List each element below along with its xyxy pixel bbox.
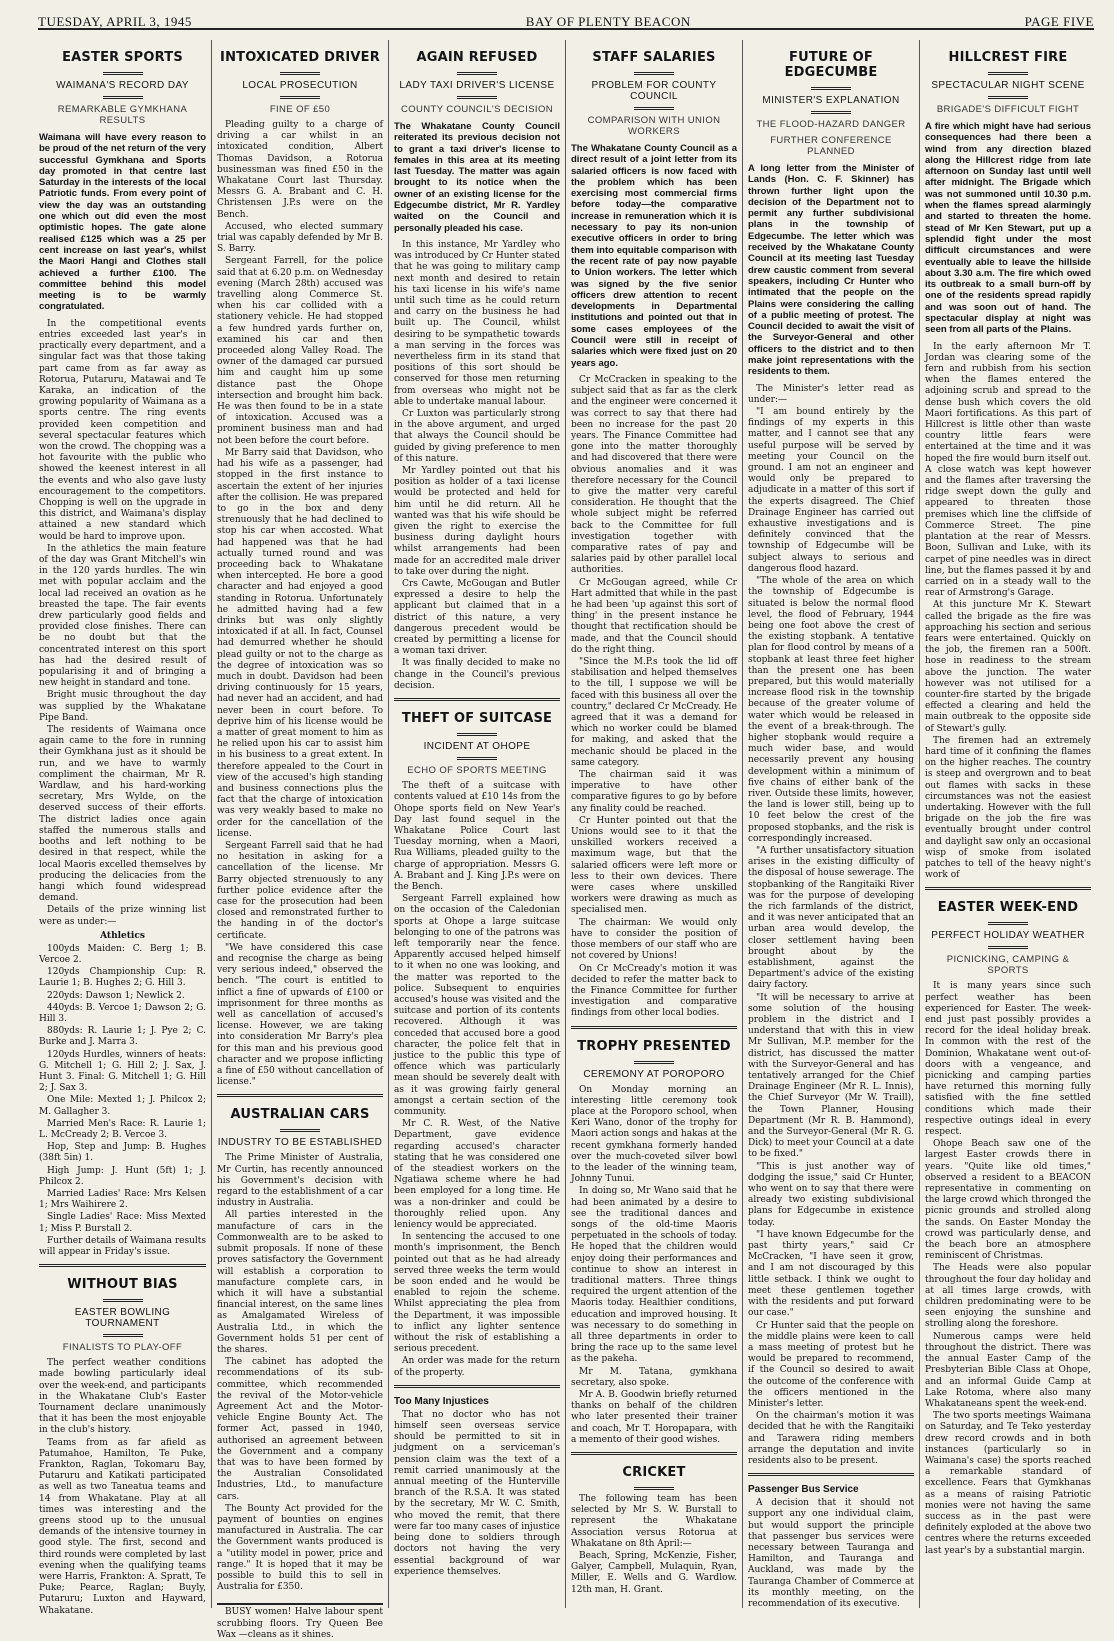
article-headline: FUTURE OF EDGECUMBE [784, 50, 878, 80]
article-paragraph: The chairman: We would only have to consider the position of those members of our staff who are not covered by Unions! [571, 917, 737, 962]
article-paragraph: In the competitional events entries exceeded last year's in practically every department, and a singular fact was that those taking part came from as far away as Rotorua, Putaruru, Matawai and Te Karaka, an indication of the growing popularity of Waimana as a sports centre. The ring events provided keen competition and several spectacular features which won the crowd. The chopping was a hot favourite with the public who showed the keenest interest in all the events and who also gave lusty encouragement to the competitors. Chopping is well on the upgrade in this district, and Waimana's display attained a new standard which would be hard to improve upon. [39, 318, 206, 542]
result-line: Single Ladies' Race: Miss Mexted 1; Miss P. Burstall 2. [39, 1212, 206, 1234]
article-paragraph: The perfect weather conditions made bowling particularly ideal over the week-end, and participants in the Whakatane Club's Easter Tournament declare unanimously that it has been the most enjoyable in the club's history. [39, 1358, 206, 1436]
article-paragraph: An order was made for the return of the property. [394, 1356, 560, 1378]
article-paragraph: Sergeant Farrell said that he had no hesitation in asking for a cancellation of the license. Mr Barry objected strenuously to any further police evidence after the case for the prosecution had been closed and remonstrated further to the handing in of the doctor's certificate. [217, 841, 383, 941]
article-paragraph: "I am bound entirely by the findings of my experts in this matter, and I cannot see that any useful purpose will be served by meeting your Council on the ground. I am not an engineer and would only be prepared to adjudicate in a matter of this sort if the experts disagreed. The Chief Drainage Engineer has carried out exhaustive investigations and is definitely convinced that the township of Edgecumbe will be subject always to serious and dangerous flood hazard. [748, 407, 914, 574]
article-paragraph: The Prime Minister of Australia, Mr Curtin, has recently announced his Government's decision with regard to the establishment of a car industry in Australia. [217, 1153, 383, 1209]
article-paragraph: In the athletics the main feature of the day was Grant Mitchell's win in the 120 yards hurdles. The win met with popular acclaim and the local lad received an ovation as he breasted the tape. The fair events drew particularly good fields and provided close finishes. There can be no doubt but that the concentrated interest on this sport has had the desired result of popularising it and of bringing a new height in standard and tone. [39, 543, 206, 689]
headline-rule [634, 1061, 674, 1064]
article-headline: WITHOUT BIAS [67, 1277, 178, 1293]
subhead-rule [988, 96, 1028, 99]
article-subheading: THE FLOOD-HAZARD DANGER [756, 119, 906, 130]
article-lead: A fire which might have had serious consequences had there been a wind from any direction blazed along the Hillcrest ridge from late afternoon on Sunday last until well after midnight. The Brigade which was not summoned until 10.30 p.m. when the flames spread alarmingly and started to threaten the home. stead of Mr Ken Stewart, put up a splendid fight under the most difficult circumstances and were eventually able to leave the hillside about 3.30 a.m. The fire which owed its outbreak to a small burn-off by one of the residents spread rapidly and was soon out of hand. The spectacular display at night was seen from all parts of the Plains. [925, 121, 1091, 336]
subhead-rule [634, 107, 674, 110]
headline-rule [988, 922, 1028, 925]
article-subheading: FURTHER CONFERENCE PLANNED [770, 135, 892, 157]
article-paragraph: Beach, Spring, McKenzie, Fisher, Galyer, Campbell, Mulaquin, Ryan, Miller, E. Wells and G. Wardlow. 12th man, H. Grant. [571, 1551, 737, 1595]
article-paragraph: "We have considered this case and recognise the charge as being very serious indeed," observed the bench. "The court is entitled to inflict a fine of upwards of £100 or imprisonment for three months as well as cancellation of accused's license. However, we are taking into consideration Mr Barry's plea for this man and his previous good character and we propose inflicting a fine of £50 without cancellation of license." [217, 942, 383, 1088]
article [571, 40, 737, 1020]
article-subheading: INCIDENT AT OHOPE [423, 741, 531, 753]
article-paragraph: All parties interested in the manufacture of cars in the Commonwealth are to be asked to submit proposals. If none of these proves satisfactory the Government will establish a corporation to manufacture complete cars, in which it will have a substantial financial interest, on the same lines as Amalgamated Wireless of Australia Ltd., in which the Government holds 51 per cent of the shares. [217, 1210, 383, 1355]
result-line: 100yds Maiden: C. Berg 1; B. Vercoe 2. [39, 943, 206, 965]
article [394, 1385, 560, 1578]
subhead-rule [457, 757, 497, 760]
article-paragraph: The firemen had an extremely hard time of it confining the flames on the higher reaches. The country is steep and overgrown and to beat out flames with sacks in these circumstances was not the easiest undertaking. However with the full brigade on the job the fire was eventually brought under control and daylight saw only an occasional wisp of smoke from isolated patches to tell of the heavy night's work of [925, 735, 1091, 881]
article-paragraph: Mr M. Tatana, gymkhana secretary, also spoke. [571, 1366, 737, 1388]
article-paragraph: Ohope Beach saw one of the largest Easter crowds there in years. "Quite like old times," observed a resident to a BEACON representative in commenting on the large crowd which thronged the picnic grounds and strolled along the sands. On Easter Monday the crowd was particularly dense, and the beach bore an atmosphere reminiscent of Christmas. [925, 1139, 1091, 1262]
column-2 [211, 40, 388, 1640]
article-subheading: INDUSTRY TO BE ESTABLISHED [217, 1137, 383, 1149]
article-subheading: WAIMANA'S RECORD DAY [56, 80, 189, 91]
result-line: Further details of Waimana results will appear in Friday's issue. [39, 1235, 206, 1257]
article-subheading: CEREMONY AT POROPORO [583, 1068, 725, 1080]
article-lead: The Whakatane County Council reiterated its previous decision not to grant a taxi driver's license to females in this area at its meeting last Tuesday. The matter was again brought to its notice when the owner of an existing license for the Edgecumbe district, Mr R. Yardley waited on the Council and personally pleaded his case. [394, 121, 560, 234]
headline-rule [280, 72, 320, 75]
masthead [38, 6, 1094, 30]
article-subheading: LOCAL PROSECUTION [242, 80, 358, 91]
results-heading: Athletics [100, 930, 145, 941]
article-paragraph: Crs Cawte, McGougan and Butler expressed a desire to help the applicant but claimed that in a district of this nature, a very dangerous precedent would be created by permitting a license for a woman taxi driver. [394, 579, 560, 657]
article-lead: Waimana will have every reason to be proud of the net return of the very successful Gymkhana and Sports day promoted in that centre last Saturday in the interests of the local Patriotic funds. From every point of view the day was an outstanding one which out did even the most optimistic hopes. The gate alone realised £125 which was a 25 per cent increase on last year's, whilst the Maori Hangi and Clothes stall achieved a further £100. The committee behind this model meeting is to be warmly congratulated. [39, 132, 206, 313]
article-paragraph: The cabinet has adopted the recommendations of its sub-committee, which recommended the revival of the Motor-vehicle Agreement Act and the Motor-vehicle Engine Bounty Act. The former Act, passed in 1940, authorised an agreement between the Government and a company that was to have been formed by the Australian Consolidated Industries, Ltd., to manufacture cars. [217, 1357, 383, 1502]
article-headline: AGAIN REFUSED [416, 50, 538, 65]
article-paragraph: On the chairman's motion it was decided that he with the Rangitaiki and Tarawera riding members arrange the deputation and invite residents also to be present. [748, 1411, 914, 1466]
article-paragraph: Cr Hunter said that the people on the middle plains were keen to call a mass meeting of protest but he would be prepared to recommend, if the Council so desired to await the outcome of the conference with the officers mentioned in the Minister's letter. [748, 1320, 914, 1409]
article-paragraph: It was finally decided to make no change in the Council's previous decision. [394, 658, 560, 691]
headline-rule [634, 72, 674, 75]
article-paragraph: Mr A. B. Goodwin briefly returned thanks on behalf of the children who later presented their trainer and coach, Mr T. Horopapara, with a memento of their good wishes. [571, 1390, 737, 1445]
article-paragraph: In the early afternoon Mr T. Jordan was clearing some of the fern and rubbish from his section when the flames entered the adjoining scrub and spread to the dense bush which covers the old Maori fortifications. As this part of Hillcrest is little other than waste country little fears were entertained at the time and it was hoped the fire would burn itself out. A close watch was kept however and the flames after traversing the ridge swept down the gully and appeared to threaten those premises which line the cliffside of Commerce Street. The pine plantation at the rear of Messrs. Boon, Sullivan and Luke, with its carpet of pine needles was in direct line, but the flames passed it by and carried on in a steady wall to the rear of Armstrong's Garage. [925, 341, 1091, 599]
article-paragraph: Sergeant Farrell explained how on the occasion of the Caledonian sports at Ohope a large suitcase belonging to one of the patrons was left temporarily near the fence. Apparently accused helped himself to it when no one was looking, and the matter was reported to the police. Subsequent to enquiries accused's house was visited and the suitcase and portion of its contents recovered. Although it was conceded that accused bore a good character, the police felt that in justice to the public this type of offence which was particularly mean should be severely dealt with as it was growing fairly general amongst a certain section of the community. [394, 894, 560, 1117]
article-subheading: REMARKABLE GYMKHANA RESULTS [57, 104, 188, 126]
result-line: One Mile: Mexted 1; J. Philcox 2; M. Gallagher 3. [39, 1095, 206, 1117]
result-line: 220yds: Dawson 1; Newlick 2. [47, 990, 185, 1001]
article-headline: EASTER WEEK-END [937, 900, 1079, 916]
article-paragraph: Accused, who elected summary trial was capably defended by Mr B. S. Barry. [217, 221, 383, 255]
article-subheading: PICNICKING, CAMPING & SPORTS [946, 954, 1070, 977]
article-lead: The Whakatane County Council as a direct result of a joint letter from its salaried officers is now faced with the problem which has been exercising most commercial firms before today—the comparative increase in remuneration which it is necessary to pay its non-union executive officers in order to bring them into equitable comparison with the recent rate of pay now payable to Union workers. The letter which was signed by the five senior officers drew attention to recent developments in Departmental institutions and pointed out that in some cases employees of the Council were still in receipt of salaries which were fixed just on 20 years ago. [571, 143, 737, 369]
article [217, 40, 383, 1088]
result-line: 880yds: R. Laurie 1; J. Pye 2; C. Burke and J. Marra 3. [39, 1026, 206, 1048]
result-line: 120yds Championship Cup: R. Laurie 1; B. Hughes 2; G. Hill 3. [39, 967, 206, 989]
subhead-rule [280, 96, 320, 99]
article-paragraph: "I have known Edgecumbe for the past thirty years," said Cr McCracken, "I have seen it grow, and I am not discouraged by this little setback. I think we ought to meet these gentlemen together with the residents and put forward our case." [748, 1229, 914, 1319]
article-paragraph: Mr Barry said that Davidson, who had his wife as a passenger, had stopped in the first instance to ascertain the extent of her injuries after the collision. He was prepared to go in the box and deny strenuously that he had declined to stop his car when accosted. What had happened was that he had actually turned round and was proceeding back to Whakatane when intercepted. He bore a good character and had enjoyed a good standing in Rotorua. Unfortunately he admitted having had a few drinks but was only slightly intoxicated if at all. In fact, Counsel had demurred whether he should plead guilty or not to the charge as the degree of intoxication was so much in doubt. Davidson had been driving continuously for 15 years, had never had an accident, and had never been in court before. To deprive him of his license would be a matter of great moment to him as he relied upon his car to assist him in his business to a great extent. In therefore appealed to the Court in view of the accused's high standing and business connections plus the fact that the charge of intoxication was very weakly based to make no order for the cancellation of the license. [217, 447, 383, 839]
article [217, 1094, 383, 1641]
article-paragraph: "The whole of the area on which the township of Edgecumbe is situated is below the normal flood level, the flood of February, 1944 being one foot above the crest of the existing stopbank. A tentative plan for flood control by means of a stopbank at least three feet higher than the present one has been prepared, but this would materially increase flood risk in the township because of the greater volume of water which would be released in the event of a break-through. The higher stopbank would require a much wider base, and would necessarily prevent any housing development within a minimum of five chains of either bank of the river. Outside these limits, however, the land is lower still, being up to 10 feet below the crest of the proposed stopbanks, and the risk is correspondingly increased. [748, 576, 914, 844]
article-subheading: COUNTY COUNCIL'S DECISION [400, 104, 554, 115]
article-headline: EASTER SPORTS [62, 50, 183, 65]
article-subheading: PROBLEM FOR COUNTY COUNCIL [591, 80, 717, 102]
article-headline: STAFF SALARIES [592, 50, 716, 65]
article-paragraph: At this juncture Mr K. Stewart called the brigade as the fire was approaching his section and serious fears were entertained. Quickly on the job, the firemen ran a 500ft. hose in readiness to the stream above the junction. The water however was not utilised for a counter-fire started by the brigade effected a clearing and held the main outbreak to the opposite side of Stewart's gully. [925, 600, 1091, 734]
article-paragraph: On Cr McCready's motion it was decided to refer the matter back to the Finance Committee for further investigation and comparative findings from other local bodies. [571, 963, 737, 1019]
article-paragraph: Details of the prize winning list were as under:— [39, 905, 206, 927]
advert-rule [217, 1603, 383, 1605]
subhead-rule [811, 111, 851, 114]
article-subheading: ECHO OF SPORTS MEETING [407, 765, 547, 777]
article-headline: AUSTRALIAN CARS [230, 1107, 370, 1123]
headline-rule [457, 72, 497, 75]
column-1 [34, 40, 211, 1616]
article [748, 40, 914, 1467]
article-paragraph: It is many years since such perfect weather has been experienced for Easter. The week-end just past possibly provides a record for the ideal holiday break. In common with the rest of the Dominion, Whakatane went out-of-doors with a vengeance, and picnicking and camping parties have returned this morning fully satisfied with the fine settled conditions which made their respective outings ideal in every respect. [925, 981, 1091, 1138]
column-3 [388, 40, 565, 1608]
article-headline: INTOXICATED DRIVER [220, 50, 380, 65]
result-line: 440yds: B. Vercoe 1; Dawson 2; G. Hill 3. [39, 1002, 206, 1024]
article-headline: Passenger Bus Service [748, 1484, 859, 1496]
article-paragraph: The Minister's letter read as under:— [748, 383, 914, 405]
article-subheading: SPECTACULAR NIGHT SCENE [931, 80, 1085, 91]
column-4 [565, 40, 742, 1608]
article-paragraph: Cr McCracken in speaking to the subject said that as far as the clerk and the engineer were concerned it was correct to say that there had been no increase for the past 20 years. The Finance Committee had gone into the matter thoroughly and had discovered that there were obvious anomalies and it was therefore necessary for the Council to give the matter very careful consideration. He thought that the whole subject might be referred back to the Committee for full investigation together with comparative rates of pay and salaries paid by other parallel local authorities. [571, 374, 737, 576]
article-headline: CRICKET [622, 1465, 686, 1481]
article-paragraph: Mr C. R. West, of the Native Department, gave evidence regarding accused's character stating that he was considered one of the steadiest workers on the Ngatiawa scheme where he had been employed for a long time. He was a non-drinker and could be thoroughly relied upon. Any leniency would be appreciated. [394, 1119, 560, 1231]
newspaper-columns [34, 40, 1100, 1640]
article-paragraph: Sergeant Farrell, for the police said that at 6.20 p.m. on Wednesday evening (March 28th) accused was travelling along Commerce St. when his car collided with a stationery vehicle. He had stopped a few hundred yards further on, examined his car and then proceeded along Valley Road. The owner of the damaged car pursued him and caught him up some distance past the Ohope intersection and brought him back. He was then found to be in a state of intoxication. Accused was a prominent business man and had not been before the court before. [217, 256, 383, 446]
article-paragraph: Cr Luxton was particularly strong in the above argument, and urged that always the Council should be guided by giving preference to men of this nature. [394, 409, 560, 464]
page-number: PAGE FIVE [1024, 14, 1094, 29]
headline-rule [103, 72, 143, 75]
article-paragraph: Cr Hunter pointed out that the Unions would see to it that the unskilled workers received a maximum wage, but that the salaried officers were left more or less to their own devices. There were cases where unskilled workers were drawing as much as specialised men. [571, 815, 737, 916]
article-subheading: FINALISTS TO PLAY-OFF [62, 1342, 183, 1354]
article-subheading: LADY TAXI DRIVER'S LICENSE [399, 80, 555, 91]
newspaper-title: BAY OF PLENTY BEACON [525, 14, 691, 29]
article-paragraph: In doing so, Mr Wano said that he had been animated by a desire to see the traditional dances and songs of the old-time Maoris perpetuated in the schools of today. He hoped that the children would enjoy doing their performances and continue to show an interest in traditional matters. Three things required the urgent attention of the Maoris today. Healthier conditions, education and improved housing. It was necessary to do something in all three departments in order to bring the race up to the same level as the pakeha. [571, 1186, 737, 1365]
article [571, 1026, 737, 1447]
advert-text: BUSY women! Halve labour spent scrubbing floors. Try Queen Bee Wax —cleans as it shines. [217, 1607, 383, 1640]
article-paragraph: "Since the M.P.s took the lid off stabilisation and helped themselves to the till, I suppose we will be faced with this business all over the country," declared Cr McCready. He agreed that it was a demand for which no worker could be blamed for making, and asked that the mechanic should be placed in the same category. [571, 657, 737, 768]
article-paragraph: Pleading guilty to a charge of driving a car whilst in an intoxicated condition, Albert Thomas Davidson, a Rotorua businessman was fined £50 in the Whakatane Court last Thursday. Messrs G. A. Brabant and C. H. Christensen J.P.s were on the Bench. [217, 120, 383, 220]
article-paragraph: The following team has been selected by Mr S. W. Burstall to represent the Whakatane Association versus Rotorua at Whakatane on 8th April:— [571, 1494, 737, 1549]
article-paragraph: That no doctor who has not himself seen overseas service should be permitted to sit in judgment on a serviceman's pension claim was the text of a remit carried unanimously at the annual meeting of the Hunterville branch of the R.S.A. It was stated by the secretary, Mr W. C. Smith, who moved the remit, that there were far too many cases of injustice being done to soldiers through doctors not having the very essential background of war experience themselves. [394, 1409, 560, 1577]
article-paragraph: Numerous camps were held throughout the district. There was the annual Easter Camp of the Presbyterian Bible Class at Ohope, and an informal Guide Camp at Lake Rotoma, where also many Whakataneans spent the week-end. [925, 1331, 1091, 1409]
article [571, 1452, 737, 1596]
headline-rule [988, 72, 1028, 75]
article-paragraph: In sentencing the accused to one month's imprisonment, the Bench pointed out that as he had already served three weeks the term would be soon ended and he would be enabled to rejoin the scheme. Whilst appreciating the plea from the Department, it was impossible to inflict any lighter sentence without the risk of establishing a serious precedent. [394, 1232, 560, 1355]
article-headline: Too Many Injustices [394, 1395, 489, 1407]
headline-rule [811, 87, 851, 90]
result-line: Hop, Step and Jump: B. Hughes (38ft 5in) 1. [39, 1142, 206, 1164]
subhead-rule [103, 96, 143, 99]
article-paragraph: "A further unsatisfactory situation arises in the existing difficulty of the disposal of house sewerage. The stopbanking of the Rangitaiki River was for the purpose of developing the rich farmlands of the district, and it was never anticipated that an urban area would develop, the closer settlement having been brought about by the establishment, against the Department's advice of the existing dairy factory. [748, 845, 914, 991]
article-headline: THEFT OF SUITCASE [401, 711, 553, 727]
article-paragraph: The Heads were also popular throughout the four day holiday and at all times large crowds, with children predominating were to be seen enjoying the sunshine and strolling along the foreshore. [925, 1263, 1091, 1330]
article-subheading: MINISTER'S EXPLANATION [762, 95, 900, 106]
article-paragraph: "It will be necessary to arrive at some solution of the housing problem in the district and I understand that with this in view Mr Sullivan, M.P. member for the district, has discussed the matter with the Surveyor-General and has tentatively arranged for the Chief Drainage Engineer (Mr R. L. Innis), the Chief Surveyor (Mr W. Traill), the Town Planner, Housing Department (Mr R. B. Hammond), and the Surveyor-General (Mr R. G. Dick) to meet your Council at a date to be fixed." [748, 992, 914, 1160]
article-subheading: COMPARISON WITH UNION WORKERS [587, 115, 721, 137]
result-line: Married Men's Race: R. Laurie 1; L. McCready 2; B. Vercoe 3. [39, 1118, 206, 1140]
headline-rule [634, 1487, 674, 1490]
article-subheading: BRIGADE'S DIFFICULT FIGHT [936, 104, 1080, 115]
article-paragraph: The residents of Waimana once again came to the fore in running their Gymkhana just as it should be run, and we have to warmly compliment the chairman, Mr R. Wardlaw, and his hard-working secretary, Mrs Wylde, on the deserved success of their efforts. The district ladies once again staffed the numerous stalls and booths and left nothing to be desired in that respect, while the local Maoris excelled themselves by producing the delicacies from the hangi which found widespread demand. [39, 725, 206, 904]
subhead-rule [103, 1334, 143, 1337]
column-5 [742, 40, 919, 1608]
headline-rule [103, 1299, 143, 1302]
article-headline: TROPHY PRESENTED [577, 1038, 731, 1054]
article-paragraph: In this instance, Mr Yardley who was introduced by Cr Hunter stated that he was going to military camp next month and desired to retain his taxi license in his wife's name until such time as he could return and carry on the business he had built up. The Council, whilst desiring to be sympathetic towards a man serving in the forces was nevertheless firm in its stand that positions of this sort should be conserved for those men returning from overseas who might not be able to undertake manual labour. [394, 239, 560, 407]
article-subheading: PERFECT HOLIDAY WEATHER [931, 930, 1085, 942]
article-headline: HILLCREST FIRE [948, 50, 1068, 65]
column-6 [919, 40, 1096, 1608]
headline-rule [457, 733, 497, 736]
article [925, 887, 1091, 1556]
article-paragraph: Mr Yardley pointed out that his position as holder of a taxi license would be protected and held for him until he did return. All he wanted was that his wife should be given the right to exercise the business during daylight hours whilst arrangements had been made for an accredited male driver to take over during the night. [394, 466, 560, 577]
result-line: 120yds Hurdles, winners of heats: G. Mitchell 1; G. Hill 2; J. Sax, J. Hunt 3. Final: G. Mitchell 1; G. Hill 2; J. Sax 3. [39, 1049, 206, 1094]
article [39, 1264, 206, 1617]
article [925, 40, 1091, 881]
issue-date: TUESDAY, APRIL 3, 1945 [38, 14, 192, 29]
article-paragraph: On Monday morning an interesting little ceremony took place at the Poroporo school, when Keri Wano, donor of the trophy for Maori action songs and hakas at the recent gymkhana formerly handed over the much-coveted silver bowl to the leader of the winning team, Johnny Tunui. [571, 1084, 737, 1185]
article-subheading: EASTER BOWLING TOURNAMENT [74, 1307, 171, 1330]
article-paragraph: Cr McGougan agreed, while Cr Hart admitted that while in the past he had been 'up against this sort of thing' in the present instance he thought that rectification should be made, and that the Council should do the right thing. [571, 577, 737, 655]
result-line: High Jump: J. Hunt (5ft) 1; J. Philcox 2. [39, 1165, 206, 1187]
article [748, 1473, 914, 1610]
article-subheading: FINE OF £50 [269, 104, 331, 115]
headline-rule [280, 1129, 320, 1132]
article-paragraph: Teams from as far afield as Patumahoe, Hamilton, Te Puke, Frankton, Raglan, Tokomaru Bay, Putaruru and Katikati participated as well as two Taneatua teams and 14 from Whakatane. Play at all times was interesting and the greens stood up to the unusual demands of the intensive tourney in good style. The first, second and third rounds were completed by last evening when the qualifying teams were Harris, Frankton: A. Spratt, Te Puke; Pearce, Raglan; Buyly, Putaruru; Luxton and Hayward, Whakatane. [39, 1437, 206, 1616]
article-paragraph: Bright music throughout the day was supplied by the Whakatane Pipe Band. [39, 690, 206, 723]
article [39, 40, 206, 1258]
subhead-rule [988, 946, 1028, 949]
article-paragraph: The chairman said it was imperative to have other comparative figures to go by before any finality could be reached. [571, 770, 737, 814]
article-paragraph: The Bounty Act provided for the payment of bounties on engines manufactured in Australia. The car the Government wants produced is a "utility model in power, price and range." It is hoped that it may be possible to build this to sell in Australia for £350. [217, 1503, 383, 1593]
article-paragraph: "This is just another way of dodging the issue," said Cr Hunter, who went on to say that there were already two existing subdivisional plans for Edgecumbe in existence today. [748, 1161, 914, 1228]
article [394, 698, 560, 1379]
article [394, 40, 560, 692]
article-paragraph: A decision that it should not support any one individual claim, but would support the principle that passenger bus services were necessary between Tauranga and Hamilton, and Tauranga and Auckland, was made by the Tauranga Chamber of Commerce at its monthly meeting, on the recommendation of its executive. [748, 1498, 914, 1609]
subhead-rule [457, 96, 497, 99]
result-line: Married Ladies' Race: Mrs Kelsen 1; Mrs Waihirere 2. [39, 1188, 206, 1211]
article-lead: A long letter from the Minister of Lands (Hon. C. F. Skinner) has thrown further light upon the decision of the Department not to permit any further subdivisional plans in the township of Edgecumbe. The letter which was received by the Whakatane County Council at its meeting last Tuesday drew caustic comment from several speakers, including Cr Hunter who intimated that the people on the Plains were considering the calling of a public meeting of protest. The Council decided to await the visit of the Surveyor-General and other officers to the district and to then make joint representations with the residents to them. [748, 163, 914, 378]
article-paragraph: The two sports meetings Waimana on Saturday, and Te Teko yesterday drew record crowds and in both instances (particularly so in Waimana's case) the sports reached a remarkable standard of excellence. Fears that Gymkhanas as a means of raising Patriotic monies were not having the same success as in the past were definitely exploded at the above two centres where the returns exceeded last year's by a substantial margin. [925, 1411, 1091, 1556]
article-paragraph: The theft of a suitcase with contents valued at £10 14s from the Ohope sports field on New Year's Day last found sequel in the Whakatane Police Court last Tuesday morning, when a Maori, Rua Williams, pleaded guilty to the charge of appropriation. Messrs G. A. Brabant and J. King J.P.s were on the Bench. [394, 781, 560, 892]
